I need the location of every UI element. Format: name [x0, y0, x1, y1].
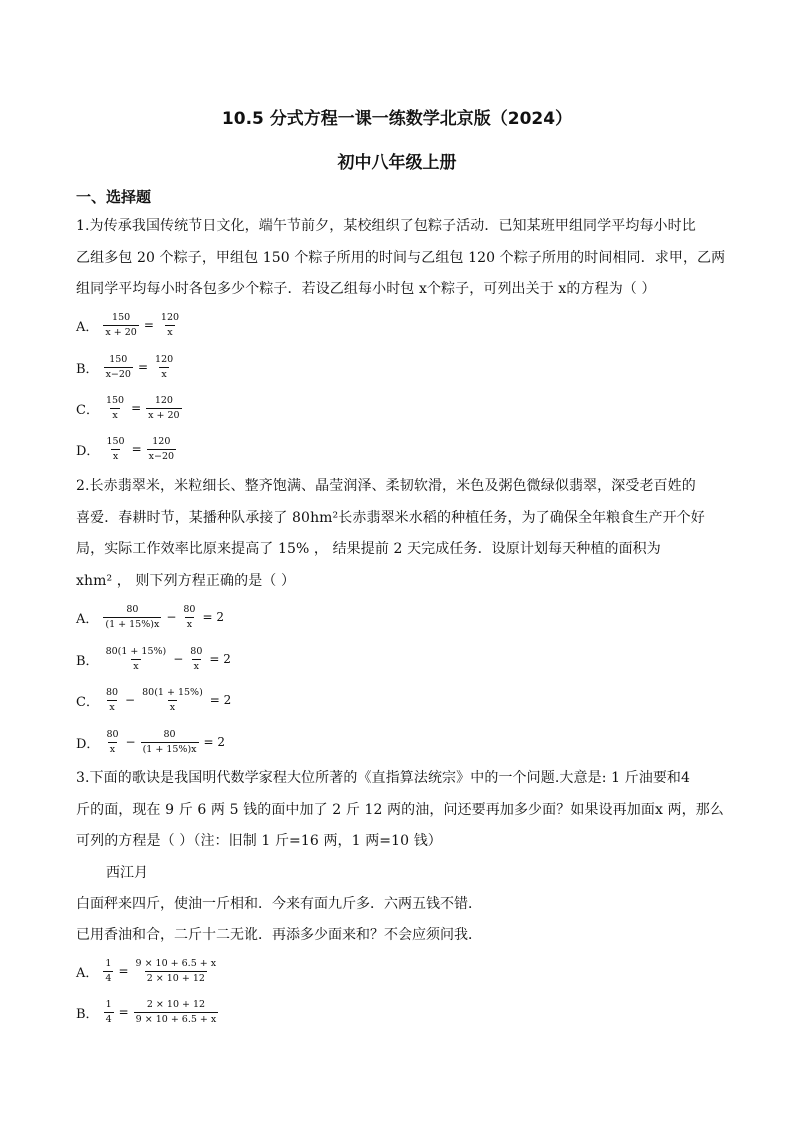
q2-option-c: [76, 683, 234, 717]
fraction-right: [146, 395, 181, 422]
numerator: 150: [106, 435, 125, 447]
denominator: x: [186, 618, 193, 630]
operator: −: [125, 735, 136, 749]
question-3-line-2: 斤的面，现在 9 斤 6 两 5 钱的面中加了 2 斤 12 两的油，问还要再加多少面？如果设再加面x 两，那么: [76, 801, 724, 818]
denominator: 2 × 10 + 12: [146, 972, 205, 984]
fraction-left: [104, 729, 120, 756]
operator: =: [131, 442, 142, 456]
fraction-right: [159, 312, 181, 339]
q1-option-d: [76, 432, 178, 466]
denominator: x: [169, 701, 176, 713]
q2-option-a: [76, 600, 227, 634]
denominator: x + 20: [105, 326, 137, 338]
q2-option-b: [76, 642, 234, 676]
option-label: B．: [76, 1006, 99, 1022]
denominator: x: [167, 326, 173, 338]
poem-line-2: 已用香油和合，二斤十二无讹．再添多少面来和？不会应须问我．: [76, 927, 482, 943]
numerator: 80: [105, 686, 119, 698]
numerator: 1: [105, 998, 112, 1010]
denominator: (1 + 15%)x: [105, 618, 160, 630]
numerator: 80: [163, 728, 176, 740]
q2-option-d: [76, 725, 228, 759]
denominator: x + 20: [148, 409, 180, 421]
denominator: x: [161, 368, 167, 380]
fraction-left: [104, 436, 126, 463]
denominator: x−20: [105, 368, 131, 380]
numerator: 120: [160, 311, 180, 323]
q1-option-a: [76, 308, 183, 342]
fraction-left: [104, 999, 114, 1026]
option-label: D．: [76, 736, 100, 752]
denominator: x: [193, 660, 200, 672]
question-2-line-3: 局，实际工作效率比原来提高了 15% ， 结果提前 2 天完成任务．设原计划每天种植的面积为: [76, 541, 661, 557]
operator: −: [125, 693, 136, 707]
section-heading: 一、选择题: [76, 188, 152, 206]
question-1: [76, 211, 726, 306]
fraction-right: [181, 604, 197, 631]
fraction-right: [188, 646, 204, 673]
numerator: 80: [190, 645, 203, 657]
operator: =: [118, 964, 129, 978]
question-2-line-1: 2.长赤翡翠米，米粒细长、整齐饱满、晶莹润泽、柔韧软滑，米色及粥色微绿似翡翠，深受老百姓的: [76, 478, 696, 494]
numerator: 150: [105, 394, 125, 406]
fraction-right: [140, 687, 205, 714]
q1-option-b: [76, 350, 177, 384]
operator: =: [131, 401, 142, 415]
option-label: B．: [76, 653, 99, 669]
fraction-left: [103, 958, 113, 985]
equals-two: = 2: [209, 652, 231, 666]
fraction-left: [104, 687, 120, 714]
q3-option-b: [76, 995, 220, 1029]
numerator: 9 × 10 + 6.5 + x: [135, 957, 217, 969]
question-1-line-2: 乙组多包 20 个粽子，甲组包 150 个粽子所用的时间与乙组包 120 个粽子所用的时间相同．求甲，乙两: [76, 249, 726, 266]
q3-option-a: [76, 954, 220, 988]
operator: =: [137, 360, 149, 374]
option-label: C．: [76, 694, 99, 710]
question-2: [76, 471, 726, 597]
fraction-right: [153, 354, 175, 381]
operator: =: [143, 318, 154, 332]
option-label: A．: [76, 319, 99, 335]
fraction-left: [103, 604, 161, 631]
question-2-line-2: 喜爱．春耕时节，某播种队承接了 80hm²长赤翡翠米水稻的种植任务，为了确保全年粮食生产开个好: [76, 509, 705, 526]
numerator: 2 × 10 + 12: [146, 998, 206, 1010]
question-3-line-3: 可列的方程是（ ）（注：旧制 1 斤=16 两，1 两=10 钱）: [76, 833, 442, 849]
question-2-line-4: xhm² ， 则下列方程正确的是（ ）: [76, 572, 296, 589]
equals-two: = 2: [203, 735, 226, 749]
numerator: 80(1 + 15%): [142, 686, 203, 698]
fraction-left: [104, 354, 133, 381]
question-1-line-3: 组同学平均每小时各包多少个粽子．若设乙组每小时包 x个粽子，可列出关于 x的方程为（ ）: [76, 281, 656, 297]
numerator: 1: [105, 957, 112, 969]
q1-option-c: [76, 391, 184, 425]
denominator: 4: [105, 972, 112, 984]
fraction-left: [103, 312, 138, 339]
numerator: 80: [126, 603, 139, 615]
numerator: 80(1 + 15%): [105, 645, 167, 657]
denominator: x: [112, 409, 118, 421]
fraction-left: [104, 646, 169, 673]
denominator: x: [109, 743, 116, 755]
denominator: x−20: [148, 450, 175, 462]
option-label: C．: [76, 402, 99, 418]
option-label: B．: [76, 361, 99, 377]
equals-two: = 2: [202, 610, 224, 624]
operator: −: [166, 610, 177, 624]
numerator: 120: [155, 353, 174, 365]
option-label: A．: [76, 611, 99, 627]
poem-title: 西江月: [106, 865, 148, 881]
fraction-right: [147, 436, 176, 463]
equals-two: = 2: [209, 693, 232, 707]
question-1-line-1: 1.为传承我国传统节日文化，端午节前夕，某校组织了包粽子活动．已知某班甲组同学平均每小时比: [76, 218, 696, 234]
question-3-line-1: 3.下面的歌诀是我国明代数学家程大位所著的《直指算法统宗》中的一个问题.大意是: 1 斤油要和4: [76, 770, 691, 786]
denominator: x: [112, 450, 119, 462]
numerator: 80: [106, 728, 119, 740]
fraction-right: [134, 958, 219, 985]
fraction-left: [104, 395, 126, 422]
numerator: 120: [152, 435, 171, 447]
numerator: 120: [154, 394, 173, 406]
denominator: (1 + 15%)x: [142, 743, 197, 755]
option-label: A．: [76, 965, 99, 981]
option-label: D．: [76, 443, 100, 459]
poem-line-1: 白面秤来四斤，使油一斤相和．今来有面九斤多．六两五钱不错．: [76, 896, 482, 912]
page-subtitle: 初中八年级上册: [337, 153, 457, 173]
numerator: 150: [112, 311, 131, 323]
question-3: [76, 763, 726, 858]
numerator: 80: [183, 603, 196, 615]
operator: =: [118, 1005, 129, 1019]
denominator: x: [133, 660, 139, 672]
fraction-right: [134, 999, 219, 1026]
numerator: 150: [109, 353, 128, 365]
operator: −: [173, 652, 184, 666]
denominator: x: [109, 701, 115, 713]
page-title: 10.5 分式方程一课一练数学北京版（2024）: [221, 109, 573, 129]
fraction-right: [141, 729, 199, 756]
denominator: 9 × 10 + 6.5 + x: [135, 1013, 217, 1025]
denominator: 4: [105, 1013, 112, 1025]
